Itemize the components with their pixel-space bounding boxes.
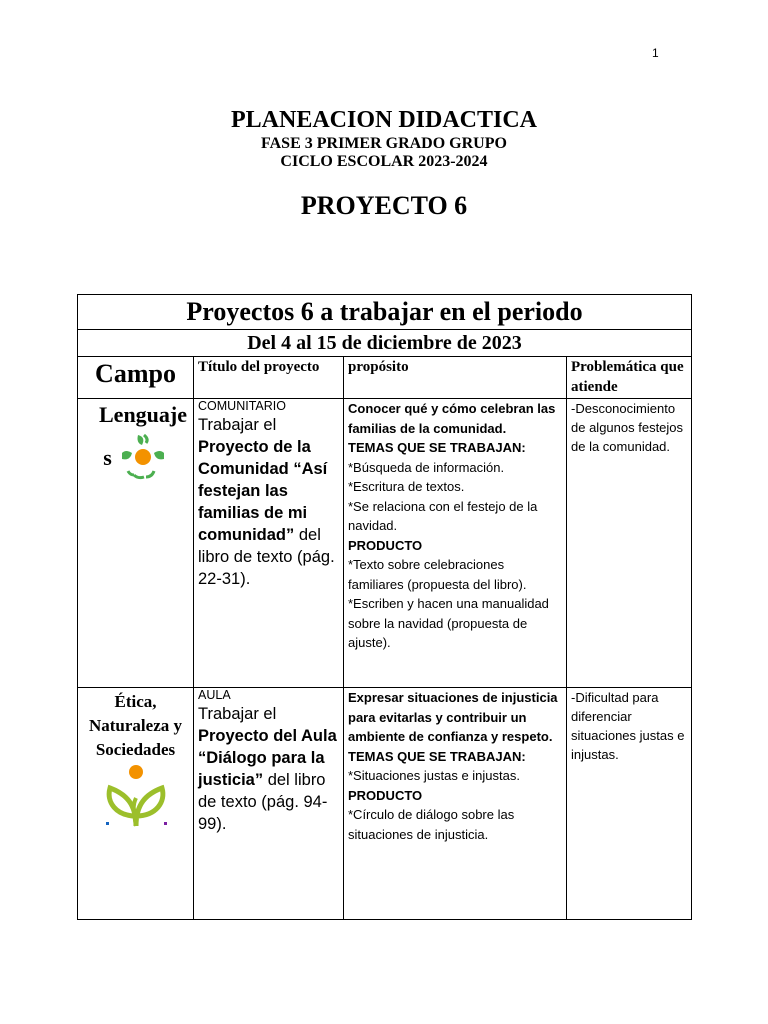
scenario-label: AULA: [198, 688, 231, 702]
column-header-titulo: Título del proyecto: [194, 357, 344, 399]
project-title-cell: [194, 688, 344, 920]
purpose-cell: [344, 399, 567, 688]
lenguajes-flower-icon: [118, 431, 168, 483]
project-name: Proyecto del Aula “Diálogo para la justicia”: [198, 727, 337, 789]
topics-label: TEMAS QUE SE TRABAJAN:: [348, 440, 526, 455]
purpose-cell: [344, 688, 567, 920]
project-title-cell: [194, 399, 344, 688]
problem-text: -Desconocimiento de algunos festejos de la comunidad.: [571, 401, 684, 454]
topic-item: *Situaciones justas e injustas.: [348, 768, 520, 783]
campo-cell-lenguajes: [78, 399, 194, 688]
planning-table: [77, 294, 692, 920]
project-source: del libro de texto (pág. 22-31).: [198, 526, 335, 588]
phase-grade-line: FASE 3 PRIMER GRADO GRUPO: [261, 135, 507, 152]
project-title: PROYECTO 6: [300, 191, 468, 220]
topic-item: *Se relaciona con el festejo de la navidad.: [348, 498, 538, 533]
column-header-problematica: Problemática que atiende: [567, 357, 692, 399]
campo-name-part1: Lenguaje: [99, 402, 187, 427]
etica-sprout-icon: [96, 764, 176, 832]
document-header: [0, 105, 768, 221]
problem-cell: [567, 688, 692, 920]
product-label: PRODUCTO: [348, 537, 423, 553]
column-header-campo: Campo: [78, 357, 194, 399]
product-label: PRODUCTO: [348, 787, 423, 803]
problem-cell: [567, 399, 692, 688]
table-title: Proyectos 6 a trabajar en el periodo: [78, 295, 692, 330]
table-period: Del 4 al 15 de diciembre de 2023: [78, 330, 692, 357]
problem-text: -Dificultad para diferenciar situaciones justas e injustas.: [571, 690, 685, 762]
product-item: *Círculo de diálogo sobre las situaciones de injusticia.: [348, 807, 515, 842]
school-year-line: CICLO ESCOLAR 2023-2024: [280, 153, 488, 170]
project-source: del libro de texto (pág. 94-99).: [198, 771, 328, 833]
product-item: *Escriben y hacen una manualidad sobre la navidad (propuesta de ajuste).: [348, 596, 549, 650]
table-row: [78, 688, 692, 920]
page-number: 1: [652, 46, 659, 60]
topics-label: TEMAS QUE SE TRABAJAN:: [348, 748, 526, 764]
table-row: [78, 399, 692, 688]
campo-name-part2: s: [103, 445, 112, 470]
topic-item: *Búsqueda de información.: [348, 459, 505, 475]
campo-name: Ética, Naturaleza y Sociedades: [88, 692, 182, 759]
purpose-text: Expresar situaciones de injusticia para evitarlas y contribuir un ambiente de confianza y respeto.: [348, 690, 558, 744]
column-header-proposito: propósito: [344, 357, 567, 399]
document-title: PLANEACION DIDACTICA: [230, 107, 538, 133]
project-intro: Trabajar el: [198, 705, 277, 723]
campo-cell-etica: [78, 688, 194, 920]
purpose-text: Conocer qué y cómo celebran las familias de la comunidad.: [348, 401, 556, 436]
topic-item: *Escritura de textos.: [348, 479, 465, 494]
product-item: *Texto sobre celebraciones familiares (propuesta del libro).: [348, 557, 527, 592]
project-intro: Trabajar el: [198, 416, 277, 434]
scenario-label: COMUNITARIO: [198, 399, 286, 413]
project-name: Proyecto de la Comunidad “Así festejan las familias de mi comunidad”: [198, 438, 328, 544]
